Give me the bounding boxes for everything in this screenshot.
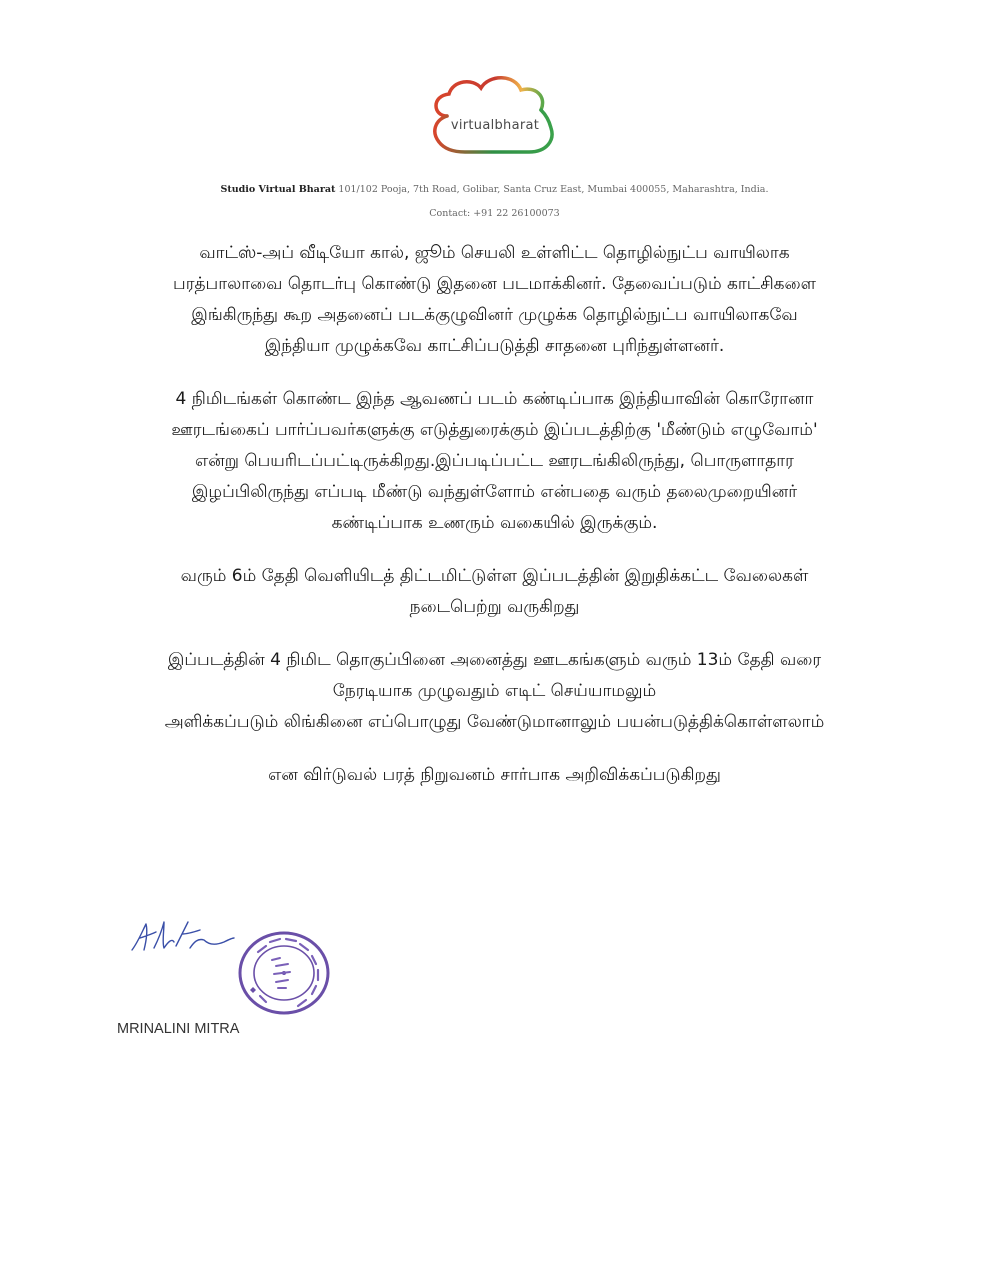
text-line: இப்படத்தின் 4 நிமிட தொகுப்பினை அனைத்து ஊடகங்களும் வரும் 13ம் தேதி வரை	[167, 650, 822, 670]
text-line: இங்கிருந்து கூற அதனைப் படக்குழுவினர் முழுக்க தொழில்நுட்ப வாயிலாகவே	[191, 305, 798, 325]
contact-line: Contact: +91 22 26100073	[429, 208, 560, 219]
company-logo	[425, 72, 565, 162]
text-line: ஊரடங்கைப் பார்ப்பவர்களுக்கு எடுத்துரைக்கும் இப்படத்திற்கு 'மீண்டும் எழுவோம்'	[171, 420, 818, 440]
paragraph-2	[110, 384, 879, 539]
paragraph-5	[110, 760, 879, 791]
company-stamp	[236, 930, 332, 1016]
paragraph-4	[110, 645, 879, 738]
text-line: பரத்பாலாவை தொடர்பு கொண்டு இதனை படமாக்கினர். தேவைப்படும் காட்சிகளை	[173, 274, 816, 294]
text-line: வரும் 6ம் தேதி வெளியிடத் திட்டமிட்டுள்ள இப்படத்தின் இறுதிக்கட்ட வேலைகள்	[180, 566, 809, 586]
text-line: கண்டிப்பாக உணரும் வகையில் இருக்கும்.	[331, 513, 658, 533]
text-line: அளிக்கப்படும் லிங்கினை எப்பொழுது வேண்டுமானாலும் பயன்படுத்திக்கொள்ளலாம்	[164, 712, 825, 732]
text-line: இழப்பிலிருந்து எப்படி மீண்டு வந்துள்ளோம் என்பதை வரும் தலைமுறையினர்	[191, 482, 798, 502]
address-text: 101/102 Pooja, 7th Road, Golibar, Santa Cruz East, Mumbai 400055, Maharashtra, India.	[338, 184, 769, 195]
text-line: இந்தியா முழுக்கவே காட்சிப்படுத்தி சாதனை புரிந்துள்ளனர்.	[264, 336, 725, 356]
signer-name: MRINALINI MITRA	[117, 1021, 240, 1037]
handwritten-signature	[128, 912, 238, 962]
text-line: நேரடியாக முழுவதும் எடிட் செய்யாமலும்	[332, 681, 657, 701]
text-line: வாட்ஸ்-அப் வீடியோ கால், ஜூம் செயலி உள்ளிட்ட தொழில்நுட்ப வாயிலாக	[199, 243, 790, 263]
letter-body	[110, 238, 879, 813]
text-line: என விர்டுவல் பரத் நிறுவனம் சார்பாக அறிவிக்கப்படுகிறது	[268, 765, 721, 785]
text-line: நடைபெற்று வருகிறது	[409, 597, 580, 617]
cloud-icon	[425, 72, 565, 162]
logo-wordmark: virtualbharat	[450, 118, 540, 133]
text-line: 4 நிமிடங்கள் கொண்ட இந்த ஆவணப் படம் கண்டிப்பாக இந்தியாவின் கொரோனா	[175, 389, 814, 409]
paragraph-1	[110, 238, 879, 362]
company-address	[0, 184, 989, 195]
paragraph-3	[110, 561, 879, 623]
studio-name: Studio Virtual Bharat	[220, 184, 336, 195]
text-line: என்று பெயரிடப்பட்டிருக்கிறது.இப்படிப்பட்ட ஊரடங்கிலிருந்து, பொருளாதார	[195, 451, 794, 471]
